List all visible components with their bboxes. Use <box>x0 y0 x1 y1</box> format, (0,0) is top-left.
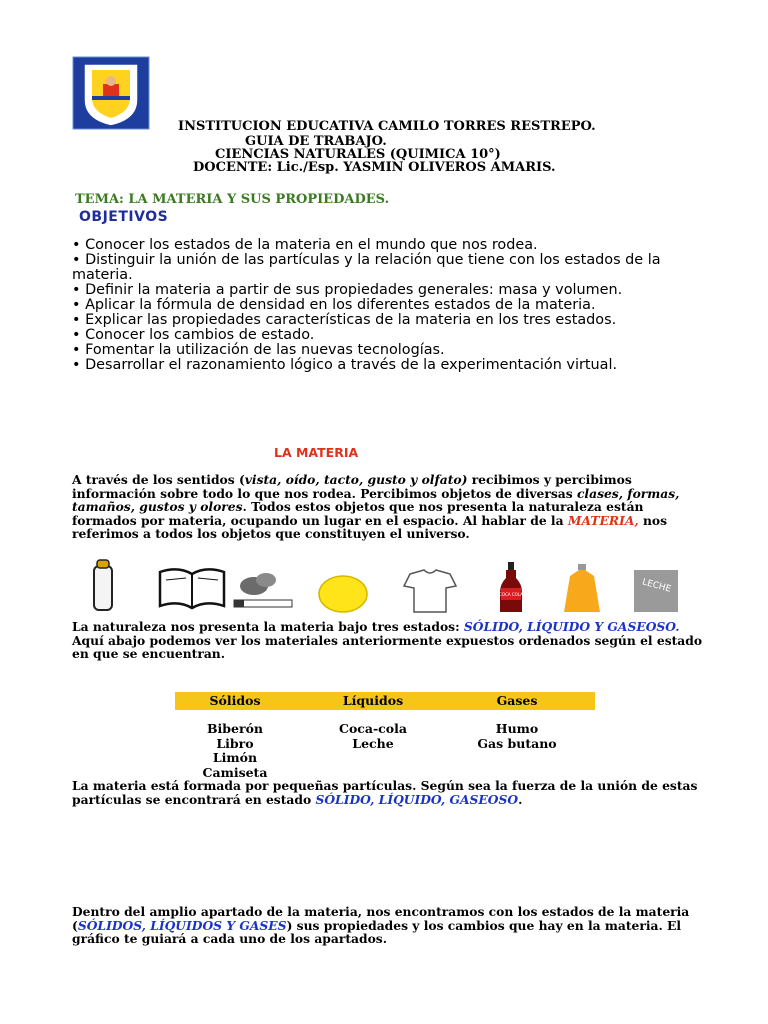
topic-heading: TEMA: LA MATERIA Y SUS PROPIEDADES. <box>75 192 390 207</box>
text-span: La materia está formada por pequeñas partículas. Según sea la fuerza de la unión de estas partículas se encontrará en estado <box>72 778 698 807</box>
cola-label: COCA COLA <box>499 592 523 597</box>
objectives-heading: OBJETIVOS <box>79 209 169 225</box>
intro-paragraph <box>72 473 708 541</box>
text-span: recibimos y percibimos información sobre todo lo que nos rodea. Percibimos objetos de diversas <box>72 472 632 501</box>
object-traits-text: clases, formas, tamaños, gustos y olores <box>72 485 680 514</box>
objective-item: • Conocer los cambios de estado. <box>72 327 315 343</box>
states-table-header <box>175 692 595 710</box>
objective-item: • Distinguir la unión de las partículas y la relación que tiene con los estados de la materia. <box>72 252 661 283</box>
text-span: . Todos estos objetos que nos presenta la naturaleza están formados por materia, ocupando un lugar en el espacio. Al hablar de la <box>72 499 644 528</box>
objective-item: • Conocer los estados de la materia en el mundo que nos rodea. <box>72 237 538 253</box>
table-cell: Leche <box>352 735 394 751</box>
gas-bag-icon <box>564 564 600 612</box>
text-span: . <box>518 791 523 807</box>
table-cell: Libro <box>216 735 254 751</box>
school-logo <box>72 56 150 130</box>
milk-label: LECHE <box>640 577 673 595</box>
text-span: A través de los sentidos ( <box>72 472 245 487</box>
table-cell: Coca-cola <box>339 721 407 736</box>
table-cell: Biberón <box>206 721 264 736</box>
header-teacher: DOCENTE: Lic./Esp. YASMIN OLIVEROS AMARIS. <box>193 160 556 175</box>
header-subject: CIENCIAS NATURALES (QUIMICA 10°) <box>215 147 501 162</box>
objective-item: • Explicar las propiedades características de la materia en los tres estados. <box>72 312 617 328</box>
book-icon <box>160 569 224 608</box>
objective-item: • Fomentar la utilización de las nuevas tecnologías. <box>72 342 445 358</box>
materia-highlight: MATERIA, <box>567 512 639 528</box>
particles-paragraph <box>72 779 708 806</box>
objective-item: • Aplicar la fórmula de densidad en los diferentes estados de la materia. <box>72 297 596 313</box>
text-span: Dentro del amplio apartado de la materia, nos encontramos con los estados de la materia ( <box>72 904 690 933</box>
baby-bottle-icon <box>94 560 112 610</box>
header-gases: Gases <box>496 693 538 708</box>
liquidos-column <box>313 722 433 751</box>
text-span: Aquí abajo podemos ver los materiales anteriormente expuestos ordenados según el estado en que se encuentran. <box>72 632 703 661</box>
smoke-icon <box>234 573 292 607</box>
header-institution: INSTITUCION EDUCATIVA CAMILO TORRES RESTREPO. <box>178 119 596 134</box>
lemon-icon <box>319 576 367 612</box>
objectives-list <box>72 238 712 373</box>
table-cell: Limón <box>212 750 258 766</box>
objective-item: • Definir la materia a partir de sus propiedades generales: masa y volumen. <box>72 282 623 298</box>
cola-bottle-icon <box>499 562 523 612</box>
states-paragraph <box>72 620 708 661</box>
states-highlight: SÓLIDO, LÍQUIDO Y GASEOSO. <box>463 619 680 634</box>
text-span: ) sus propiedades y los cambios que hay en la materia. El gráfico te guiará a cada uno de los apartados. <box>72 917 682 946</box>
states-highlight: SÓLIDO, LÍQUIDO, GASEOSO <box>315 791 519 807</box>
text-span: La naturaleza nos presenta la materia bajo tres estados: <box>72 619 464 634</box>
solidos-column <box>175 722 295 780</box>
objective-item: • Desarrollar el razonamiento lógico a través de la experimentación virtual. <box>72 357 618 373</box>
header-liquidos: Líquidos <box>342 693 404 708</box>
table-cell: Gas butano <box>477 735 557 751</box>
tshirt-icon <box>404 570 456 612</box>
milk-carton-icon <box>634 570 678 612</box>
materials-icon-row <box>88 558 688 616</box>
senses-text: vista, oído, tacto, gusto y olfato) <box>244 472 468 487</box>
text-span: nos referimos a todos los objetos que constituyen el universo. <box>72 512 668 541</box>
header-solidos: Sólidos <box>209 693 261 708</box>
table-cell: Camiseta <box>202 764 268 780</box>
section-title: LA MATERIA <box>274 445 359 460</box>
states-highlight: SÓLIDOS, LÍQUIDOS Y GASES <box>77 917 287 933</box>
closing-paragraph <box>72 905 708 946</box>
table-cell: Humo <box>495 721 539 736</box>
header-guide: GUIA DE TRABAJO. <box>245 134 387 149</box>
gases-column <box>457 722 577 751</box>
